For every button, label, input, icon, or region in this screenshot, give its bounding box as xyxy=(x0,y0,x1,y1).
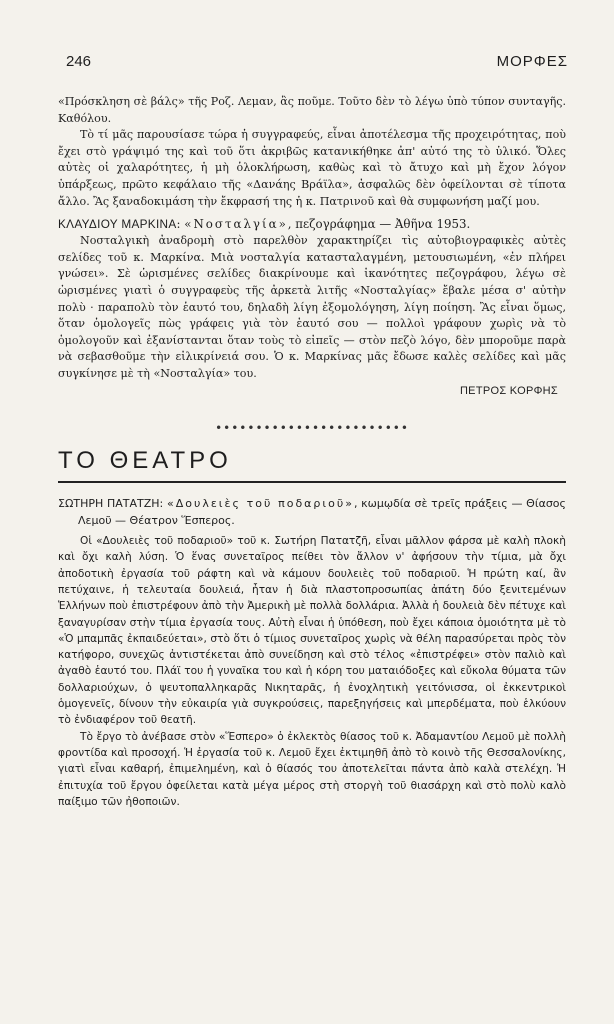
review1-paragraph-2: Τὸ τί μᾶς παρουσίασε τώρα ἡ συγγραφεύς, εἶναι ἀποτέλεσμα τῆς προχειρότητας, ποὺ ἔχει στὸ γράψιμό της καὶ τοῦ ὅτι ἀκριβῶς κατανικήθηκε ἀπ' αὐτό της τὸ ὑλικό. Ὅλες αὐτὲς οἱ χαλαρότητες, ἡ μὴ ὁλοκλήρωση, καθὼς καὶ τὸ ἄτυχο καὶ μὴ ἔχον λόγον ὑπάρξεως, πρῶτο κεφάλαιο τῆς «Δανάης Βράϊλα», ἀσφαλῶς δὲν ὀφείλονται σὲ τίποτα ἄλλο. Ἂς ξαναδοκιμάση τὴν ἔκφρασή της ἡ κ. Πατρινοῦ καὶ θὰ συμφωνήση μαζί μου. xyxy=(58,128,566,208)
review2-paragraph-1: Νοσταλγικὴ ἀναδρομὴ στὸ παρελθὸν χαρακτηρίζει τὶς αὐτοβιογραφικὲς αὐτὲς σελίδες τοῦ κ. Μαρκίνα. Μιὰ νοσταλγία κατασταλαγμένη, μετουσιωμένη, «ἐν πλήρει γνώσει». Σὲ ὡρισμένες σελίδες διακρίνουμε καὶ ἱκανότητες πεζογράφου, λέγω σὲ ὡρισμένες γιατὶ ὁ συγγραφεὺς τῆς ἀρκετὰ λιτῆς «Νοσταλγίας» ἔβαλε μέσα σ' αὐτὴν πολὺ · παραπολὺ τὸν ἑαυτό του, δηλαδὴ λίγη ἐξομολόγηση, λίγη ποίηση. Ἂς εἶναι ὅμως, ὅταν ὁμολογεῖς πὼς γράφεις γιὰ τὸν ἑαυτό σου — πολλοὶ γράφουν χωρὶς νὰ τὸ ὁμολογοῦν καὶ ἐξανίστανται ὅταν τοὺς τὸ εἰπεῖς — στὸν πεζὸ λόγο, δὲν μποροῦμε παρὰ νὰ σεβασθοῦμε τὴν εἰλικρίνειά σου. Ὁ κ. Μαρκίνας μᾶς ἔδωσε καλὲς σελίδες καὶ μᾶς συγκίνησε μὲ τὴ «Νοσταλγία» του. xyxy=(58,234,566,380)
page-number: 246 xyxy=(66,53,92,70)
page-header xyxy=(66,53,568,70)
page-body xyxy=(58,94,566,810)
theatre-play-info: , κωμῳδία σὲ τρεῖς πράξεις — Θίασος Λεμοῦ — Θέατρον Ἕσπερος. xyxy=(78,497,566,528)
theatre-heading: ΣΩΤΗΡΗ ΠΑΤΑΤΖΗ: «Δουλειὲς τοῦ ποδαριοῦ», κωμῳδία σὲ τρεῖς πράξεις — Θίασος Λεμοῦ — Θέατρον Ἕσπερος. xyxy=(58,497,566,528)
review2-subtitle: , πεζογράφημα — Ἀθῆνα 1953. xyxy=(287,217,471,232)
review2-title: «Νοσταλγία» xyxy=(184,217,288,232)
review1-paragraph-1: «Πρόσκληση σὲ βάλς» τῆς Ροζ. Λεμαν, ἂς ποῦμε. Τοῦτο δὲν τὸ λέγω ὑπὸ τύπον συνταγῆς. Καθόλου. xyxy=(58,95,566,125)
section-title: ΤΟ ΘΕΑΤΡΟ xyxy=(58,447,232,475)
review2-author: ΚΛΑΥΔΙΟΥ ΜΑΡΚΙΝΑ xyxy=(58,217,177,232)
section-rule xyxy=(58,481,566,483)
theatre-author: ΣΩΤΗΡΗ ΠΑΤΑΤΖΗ xyxy=(58,497,160,511)
review2-signature: ΠΕΤΡΟΣ ΚΟΡΦΗΣ xyxy=(459,384,558,397)
running-title: ΜΟΡΦΕΣ xyxy=(496,53,568,70)
theatre-paragraph-1: Οἱ «Δουλειὲς τοῦ ποδαριοῦ» τοῦ κ. Σωτήρη Πατατζῆ, εἶναι μᾶλλον φάρσα μὲ καλὴ πλοκὴ καὶ ὄχι καλὴ λύση. Ὁ ἕνας συνεταῖρος πείθει τὸν ἄλλον ν' ἀφήσουν τὴν τίμια, μὰ ὄχι ἀποδοτικὴ ἐργασία τοῦ ράφτη καὶ νὰ κάμουν δουλειὲς τοῦ ποδαριοῦ. Ἡ πρώτη καί, ἂν πετύχαινε, ἡ τελευταία δουλειά, ἦταν ἡ διὰ πλαστοπροσωπίας ἀπάτη δύο ξενιτεμένων Ἑλλήνων ποὺ ἐπιστρέφουν ἀπὸ τὴν Ἀμερικὴ μὲ πολλὰ δολλάρια. Ἀλλὰ ἡ δουλειὰ δὲν πέτυχε καὶ ξαναγυρίσαν στὴν τίμια ἐργασία τους. Αὐτὴ εἶναι ἡ ὑπόθεση, ποὺ ἔχει κάποια ὁμοιότητα μὲ τὸ «Ὁ μπαμπᾶς ἐκπαιδεύεται», στὸ ὅτι ὁ τίμιος συνεταῖρος χωρὶς νὰ θέλη παρασύρεται πρὸς τὸν κατήφορο, συνεχῶς ἀντιστέκεται ἀπὸ συνείδηση καὶ στὸ τέλος «ἐπιστρέφει» στὸν παλιὸ καὶ ἀγαθὸ ἑαυτό του. Πλάϊ του ἡ γυναῖκα του καὶ ἡ κόρη του ματαιόδοξες καὶ εὔκολα θύματα τῶν δολλαριούχων, ὁ ψευτοπαλληκαρᾶς Νικηταρᾶς, ἡ ἐνοχλητικὴ γειτόνισσα, οἱ ἐκκεντρικοὶ ὁμογενεῖς, δίνουν τὴν εὐκαιρία γιὰ συγκρούσεις, παρεξηγήσεις καὶ μπερδέματα, ποὺ ἑλκύουν τὸ ἐνδιαφέρον τοῦ θεατῆ. xyxy=(58,535,566,727)
theatre-paragraph-2: Τὸ ἔργο τὸ ἀνέβασε στὸν «Ἕσπερο» ὁ ἐκλεκτὸς θίασος τοῦ κ. Ἀδαμαντίου Λεμοῦ μὲ πολλὴ φροντίδα καὶ προσοχή. Ἡ ἐργασία τοῦ κ. Λεμοῦ ἔχει ἐκτιμηθῆ ἀπὸ τὸ κοινὸ τῆς Θεσσαλονίκης, γιατὶ εἶναι καθαρή, ἐπιμελημένη, καὶ ὁ θίασός του ἀποτελεῖται πάντα ἀπὸ καλὰ στελέχη. Ἡ ἐπιτυχία τοῦ ἔργου ὀφείλεται κατὰ μέγα μέρος στὴ στοργὴ τοῦ θιασάρχη καὶ στὸ πολὺ καλὸ παίξιμο τῶν ἠθοποιῶν. xyxy=(58,730,566,808)
theatre-play-title: «Δουλειὲς τοῦ ποδαριοῦ» xyxy=(166,497,354,511)
section-divider: •••••••••••••••••••••••• xyxy=(215,421,409,436)
review2-heading: ΚΛΑΥΔΙΟΥ ΜΑΡΚΙΝΑ: «Νοσταλγία», πεζογράφημα — Ἀθῆνα 1953. xyxy=(58,217,471,232)
